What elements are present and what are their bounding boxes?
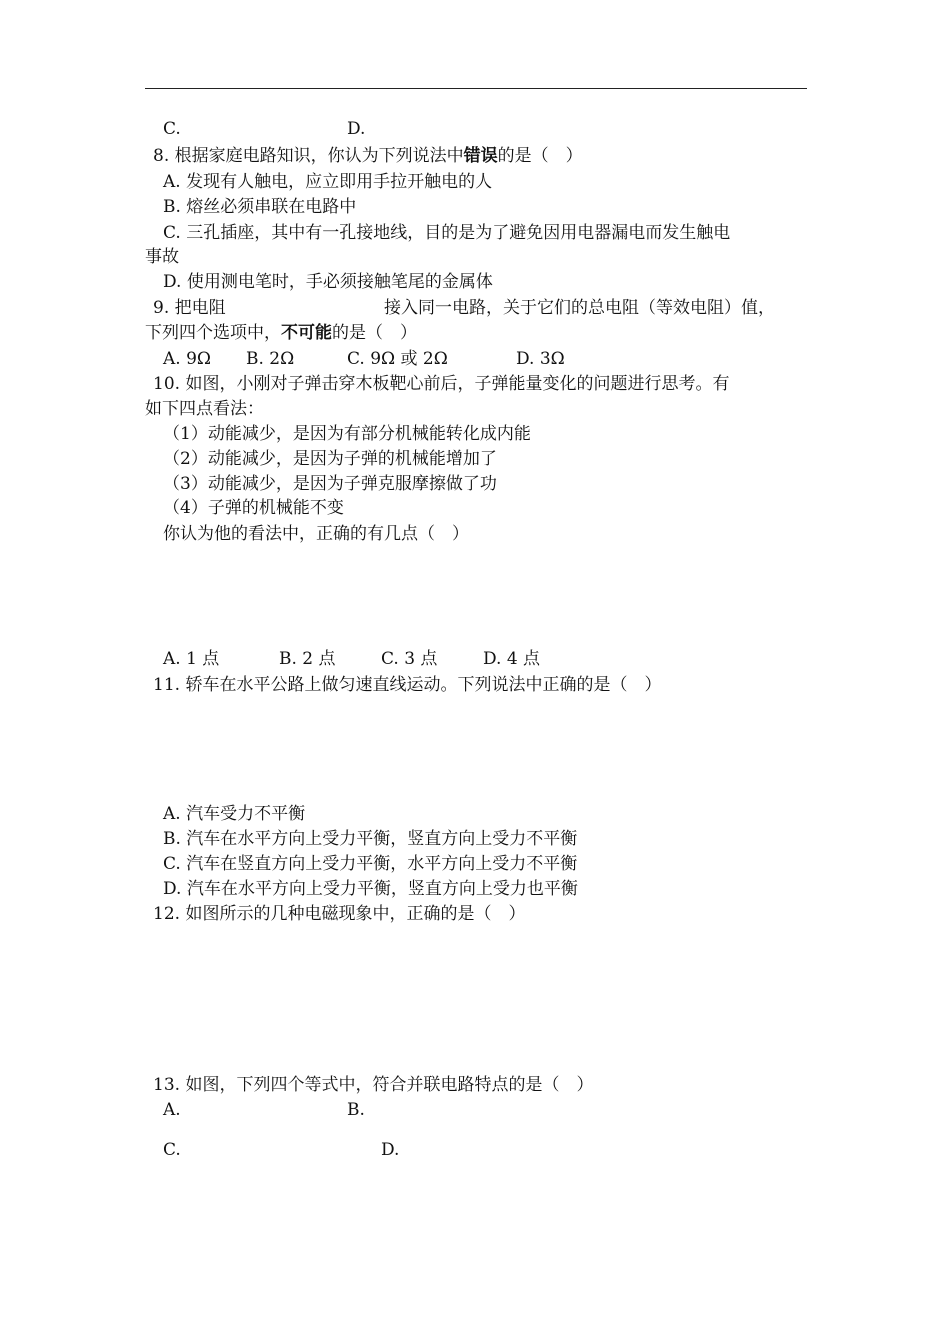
q13-option-c: C. — [163, 1140, 181, 1160]
q9-stem-emphasis: 不可能 — [281, 323, 332, 343]
q10-option-b: B. 2 点 — [279, 649, 336, 669]
q8-option-d: D. 使用测电笔时，手必须接触笔尾的金属体 — [163, 272, 493, 292]
q13-option-d: D. — [381, 1140, 400, 1160]
q9-stem-line2-prefix: 下列四个选项中， — [145, 323, 281, 343]
q11-option-d: D. 汽车在水平方向上受力平衡，竖直方向上受力也平衡 — [163, 879, 578, 899]
q13-option-a: A. — [163, 1100, 181, 1120]
q8-stem — [153, 145, 583, 167]
q11-stem: 11. 轿车在水平公路上做匀速直线运动。下列说法中正确的是（ ） — [153, 675, 662, 695]
q13-option-b: B. — [347, 1100, 365, 1120]
q10-question: 你认为他的看法中，正确的有几点（ ） — [163, 524, 469, 544]
q8-option-b: B. 熔丝必须串联在电路中 — [163, 197, 357, 217]
q9-stem-rest: 接入同一电路，关于它们的总电阻（等效电阻）值， — [384, 298, 775, 318]
q8-option-a: A. 发现有人触电，应立即用手拉开触电的人 — [163, 172, 493, 192]
q12-stem: 12. 如图所示的几种电磁现象中，正确的是（ ） — [153, 904, 526, 924]
q10-stem: 10. 如图，小刚对子弹击穿木板靶心前后，子弹能量变化的问题进行思考。有 — [153, 374, 730, 394]
q10-option-c: C. 3 点 — [381, 649, 438, 669]
q13-stem: 13. 如图，下列四个等式中，符合并联电路特点的是（ ） — [153, 1075, 594, 1095]
q9-stem-line2-suffix: 的是（ ） — [332, 323, 417, 343]
q9-option-a: A. 9Ω — [163, 349, 211, 369]
q11-option-c: C. 汽车在竖直方向上受力平衡，水平方向上受力不平衡 — [163, 854, 578, 874]
q7-option-c: C. — [163, 119, 181, 139]
q8-option-c-continued: 事故 — [145, 247, 179, 267]
q9-stem-line2 — [145, 322, 417, 344]
q10-stem-continued: 如下四点看法： — [145, 399, 264, 419]
q10-point-2: （2）动能减少，是因为子弹的机械能增加了 — [163, 449, 497, 469]
q9-option-b: B. 2Ω — [246, 349, 295, 369]
q8-stem-prefix: 8. 根据家庭电路知识，你认为下列说法中 — [153, 146, 464, 166]
q11-option-b: B. 汽车在水平方向上受力平衡，竖直方向上受力不平衡 — [163, 829, 578, 849]
q8-option-c: C. 三孔插座，其中有一孔接地线，目的是为了避免因用电器漏电而发生触电 — [163, 223, 731, 243]
q11-option-a: A. 汽车受力不平衡 — [163, 804, 306, 824]
q9-option-c: C. 9Ω 或 2Ω — [347, 349, 448, 369]
q8-stem-suffix: 的是（ ） — [497, 146, 583, 166]
q9-stem-start: 9. 把电阻 — [153, 298, 226, 318]
q8-stem-emphasis: 错误 — [463, 146, 498, 166]
q10-option-a: A. 1 点 — [163, 649, 220, 669]
header-rule — [145, 88, 807, 89]
q7-option-d: D. — [347, 119, 366, 139]
q10-point-1: （1）动能减少，是因为有部分机械能转化成内能 — [163, 424, 531, 444]
q10-point-3: （3）动能减少，是因为子弹克服摩擦做了功 — [163, 474, 497, 494]
q10-option-d: D. 4 点 — [483, 649, 541, 669]
q10-point-4: （4）子弹的机械能不变 — [163, 498, 344, 518]
q9-option-d: D. 3Ω — [516, 349, 565, 369]
